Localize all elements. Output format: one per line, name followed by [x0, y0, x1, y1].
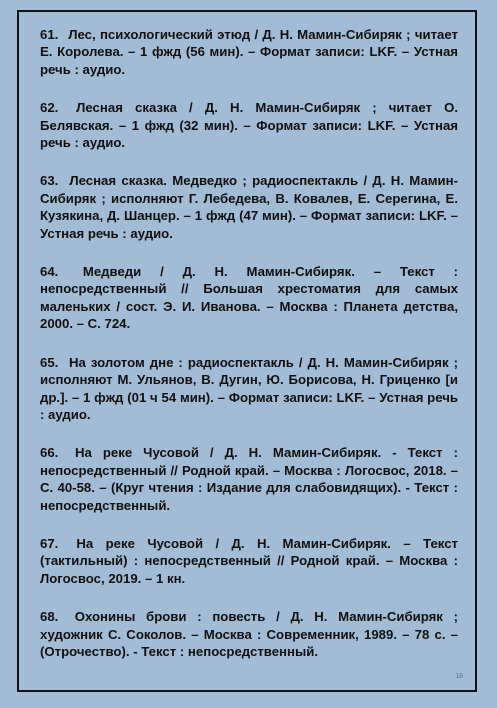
entry-number: 66.: [40, 445, 59, 461]
entry-number: 64.: [40, 264, 59, 280]
bibliography-entry-61: [40, 26, 458, 78]
entry-text: Медведи / Д. Н. Мамин-Сибиряк. – Текст : непосредственный // Большая хрестоматия для самых маленьких / сост. Э. И. Иванова. – Москва : Планета детства, 2000. – С. 724.: [40, 264, 459, 332]
bibliography-entry-62: [40, 99, 458, 151]
entry-text: На реке Чусовой / Д. Н. Мамин-Сибиряк. – Текст (тактильный) : непосредственный // Родной край. – Москва : Логосвос, 2019. – 1 кн.: [40, 535, 458, 586]
entry-number: 65.: [40, 354, 59, 370]
entry-number: 63.: [40, 173, 59, 189]
entry-text: Лесная сказка. Медведко ; радиоспектакль / Д. Н. Мамин-Сибиряк ; исполняют Г. Лебедева, В. Ковалев, Е. Серегина, Е. Кузякина, Д. Шанцер. – 1 фжд (47 мин). – Формат записи: LKF. – Устная речь : аудио.: [40, 173, 458, 241]
bibliography-entry-68: [40, 608, 458, 660]
bibliography-list: [40, 26, 458, 681]
bibliography-entry-67: [40, 535, 458, 587]
page-number: 18: [455, 673, 463, 680]
bibliography-entry-64: [40, 263, 458, 333]
entry-text: Охонины брови : повесть / Д. Н. Мамин-Сибиряк ; художник С. Соколов. – Москва : Современник, 1989. – 78 с. – (Отрочество). - Текст : непосредственный.: [40, 609, 458, 659]
page-frame: [17, 10, 477, 692]
entry-text: На золотом дне : радиоспектакль / Д. Н. Мамин-Сибиряк ; исполняют М. Ульянов, В. Дугин, Ю. Борисова, Н. Гриценко [и др.]. – 1 фжд (01 ч 54 мин). – Формат записи: LKF. – Устная речь : аудио.: [40, 354, 458, 422]
entry-number: 68.: [40, 609, 59, 625]
entry-text: На реке Чусовой / Д. Н. Мамин-Сибиряк. - Текст : непосредственный // Родной край. – Москва : Логосвос, 2018. – С. 40-58. – (Круг чтения : Издание для слабовидящих). - Текст : непосредственный.: [40, 445, 458, 513]
entry-text: Лесная сказка / Д. Н. Мамин-Сибиряк ; читает О. Белявская. – 1 фжд (32 мин). – Формат записи: LKF. – Устная речь : аудио.: [40, 100, 458, 151]
entry-text: Лес, психологический этюд / Д. Н. Мамин-Сибиряк ; читает Е. Королева. – 1 фжд (56 мин). – Формат записи: LKF. – Устная речь : аудио.: [40, 27, 458, 77]
entry-number: 62.: [40, 100, 59, 116]
entry-number: 61.: [40, 27, 59, 42]
bibliography-entry-63: [40, 172, 458, 242]
bibliography-entry-66: [40, 444, 458, 514]
bibliography-entry-65: [40, 354, 458, 424]
entry-number: 67.: [40, 535, 59, 551]
